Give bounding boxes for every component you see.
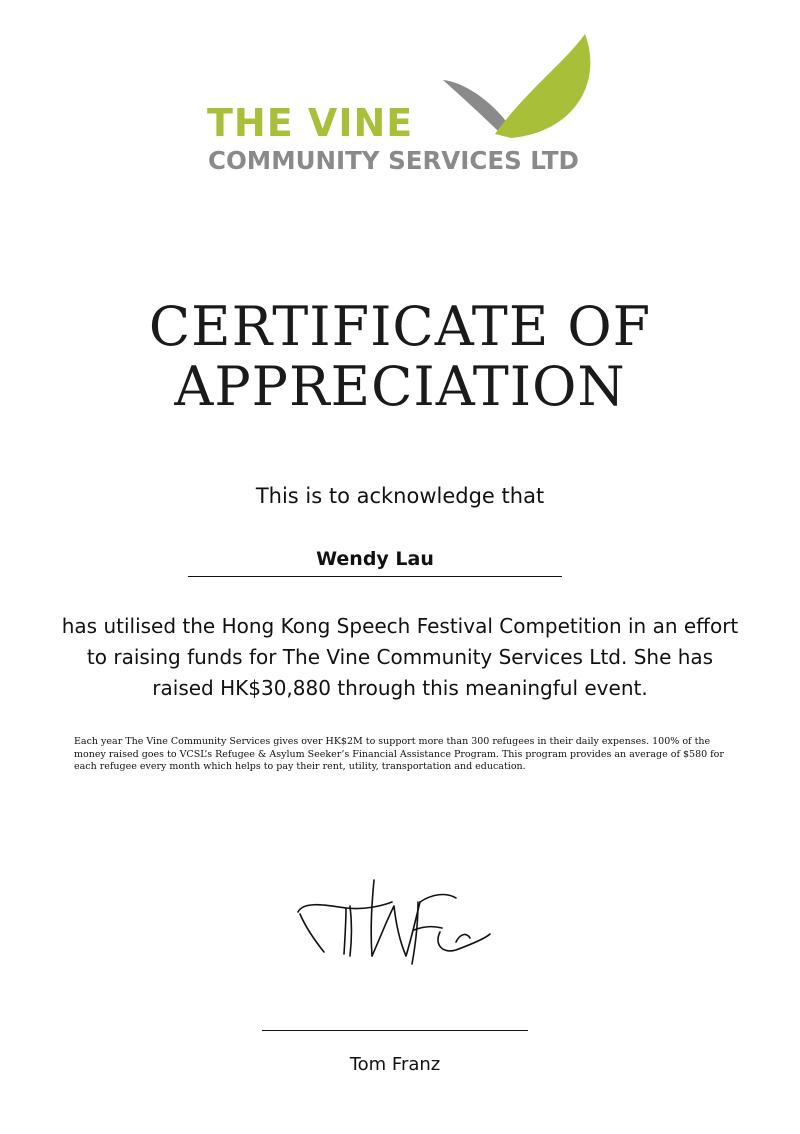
acknowledge-text: This is to acknowledge that <box>255 484 545 508</box>
recipient-name: Wendy Lau <box>316 548 434 570</box>
appreciation-statement: has utilised the Hong Kong Speech Festival Competition in an effort to raising funds for The Vine Community Services Ltd. She has raised HK$30,880 through this meaningful event. <box>61 614 739 700</box>
certificate-title-line2: APPRECIATION <box>174 355 626 418</box>
signer-name: Tom Franz <box>349 1054 441 1075</box>
vine-check-leaf-icon <box>425 32 595 142</box>
logo-title: THE VINE <box>207 101 414 145</box>
logo-subtitle: COMMUNITY SERVICES LTD <box>208 146 579 175</box>
fine-print: Each year The Vine Community Services gives over HK$2M to support more than 300 refugees in their daily expenses. 100% of the money raised goes to VCSL’s Refugee & Asylum Seeker’s Financial Assistance Program. This program provides an average of $580 for each refugee every month which helps to pay their rent, utility, transportation and education. <box>74 736 724 772</box>
recipient-underline <box>188 576 562 577</box>
organization-logo <box>205 28 595 178</box>
handwritten-signature <box>290 872 500 972</box>
logo-green-leaf <box>495 34 590 138</box>
signature-line <box>262 1030 528 1031</box>
certificate-title-line1: CERTIFICATE OF <box>148 295 652 358</box>
